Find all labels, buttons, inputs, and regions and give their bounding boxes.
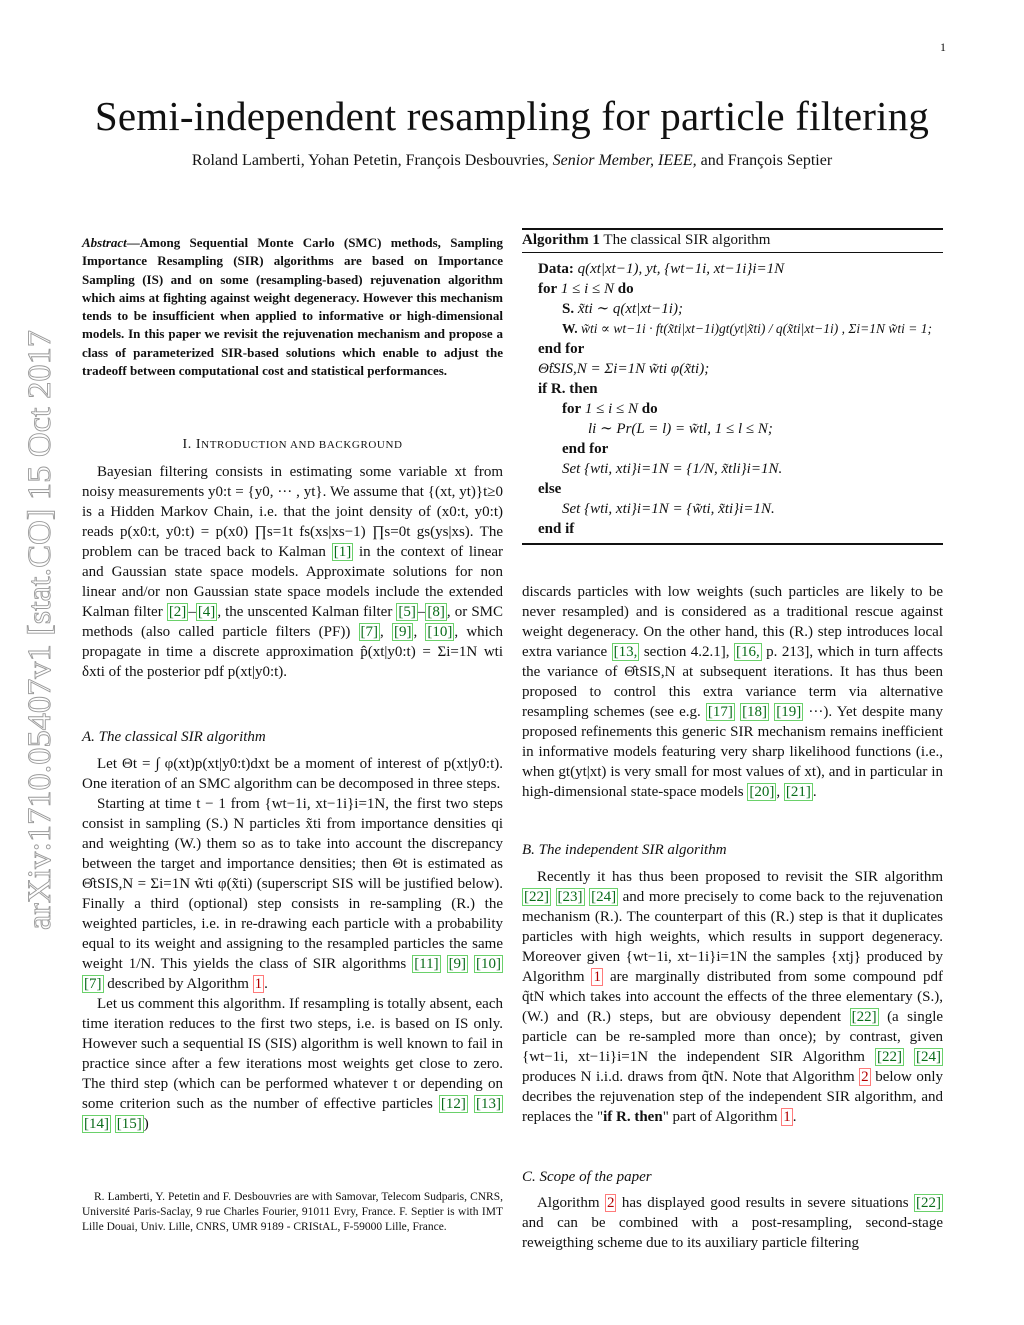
text-span: , the unscented Kalman filter (217, 604, 393, 620)
section-title-smallcaps: NTRODUCTION AND BACKGROUND (201, 439, 403, 451)
algorithm-label: Algorithm 1 (522, 232, 600, 248)
text-span: described by Algorithm (107, 976, 249, 992)
keyword: S. (562, 301, 575, 317)
citation-link[interactable]: [8] (427, 604, 445, 620)
subsection-heading-independent-sir: B. The independent SIR algorithm (522, 842, 727, 858)
independent-sir-paragraph (522, 867, 943, 1127)
moment-paragraph: Let Θt = ∫ φ(xt)p(xt|y0:t)dxt be a moment of interest of p(xt|y0:t). One iteration of an SMC algorithm can be decomposed in three steps. (82, 756, 503, 792)
steps-paragraph: Starting at time t − 1 from {wt−1i, xt−1i}i=1N, the first two steps consist in sampling (S.) N particles x̃ti from importance densities qi and weighting (W.) them so as to take into account the discrepancy between the target and importance densities; then Θt is estimated as Θ̂tSIS,N = Σi=1N w̃ti φ(x̃ti) (superscript SIS will be justified below). Finally a third (optional) step consists in re-sampling (R.) the weighted particles, i.e. in re-drawing each particle with a probability equal to its weight and assigning to the resampled particles the same weight 1/N. This yields the class of SIR algorithms [11] [9] [10] [7] described by Algorithm 1 . (82, 796, 503, 992)
citation-link[interactable]: [11] (414, 956, 439, 972)
citation-link[interactable]: [1] (333, 544, 352, 560)
algo-line-sample (538, 299, 943, 319)
page-number: 1 (940, 40, 946, 54)
subsection-heading-classical-sir: A. The classical SIR algorithm (82, 729, 266, 745)
citation-link[interactable]: [10] (427, 624, 453, 640)
algo-line-if (538, 379, 943, 399)
arxiv-stamp-text: arXiv:1710.05407v1 [stat.CO] 15 Oct 2017 (22, 354, 58, 930)
text-span-bold: if R. then (603, 1109, 663, 1125)
algo-line-set2 (538, 499, 943, 519)
keyword: end for (538, 341, 585, 357)
scope-paragraph (522, 1193, 943, 1253)
citation-link[interactable]: [12] (440, 1096, 466, 1112)
algorithm-body (522, 253, 943, 543)
algorithm-link[interactable]: 1 (783, 1109, 791, 1125)
algo-line-set1 (538, 459, 943, 479)
algo-line-endfor2 (538, 439, 943, 459)
algorithm-caption-text: The classical SIR algorithm (603, 232, 771, 248)
algo-expression: w̃ti ∝ wt−1i · ft(x̃ti|xt−1i)gt(yt|x̃ti) / q(x̃ti|xt−1i) , Σi=1N w̃ti = 1; (581, 321, 932, 336)
algo-expression: 1 ≤ i ≤ N (560, 281, 615, 297)
citation-link[interactable]: [16, (735, 644, 760, 660)
citation-link[interactable]: [22] (851, 1009, 877, 1025)
algo-line-draw (538, 419, 943, 439)
algo-line-for2 (538, 399, 943, 419)
algo-line-estimate (538, 359, 943, 379)
citation-link[interactable]: [13] (476, 1096, 501, 1112)
paper-title: Semi-independent resampling for particle filtering (94, 93, 930, 139)
citation-link[interactable]: [9] (393, 624, 412, 640)
text-span: p. 213], which in turn affects the variance of Θ̂tSIS,N at subsequent iterations. It has thus been proposed to control this extra variance term via alternative resampling schemes (see e.g. (522, 644, 944, 720)
algorithm-caption (522, 230, 943, 253)
algo-line-endif (538, 519, 943, 539)
citation-link[interactable]: [23] (557, 889, 583, 905)
keyword: else (538, 481, 562, 497)
algo-line-data (538, 259, 943, 279)
arxiv-stamp-svg (16, 320, 60, 940)
text-span: Algorithm (537, 1195, 600, 1211)
text-span: and more precisely to come back to the rejuvenation mechanism (R.). The counterpart of this (R.) step is that it duplicates particles with high weights, which results in support degeneracy. Moreover given {wt−1i, xt−1i}i=1N the samples {xtj} produced by Algorithm (522, 889, 944, 985)
citation-link[interactable]: [4] (197, 604, 216, 620)
text-span: , which propagate in time a discrete approximation p̂(xt|y0:t) = Σi=1N wti δxti of the posterior pdf p(xt|y0:t). (82, 624, 503, 680)
text-span: " part of Algorithm (662, 1109, 778, 1125)
algorithm-link[interactable]: 2 (606, 1195, 615, 1211)
footnote-text: R. Lamberti, Y. Petetin and F. Desbouvries are with Samovar, Telecom Sudparis, CNRS, Université Paris-Saclay, 9 rue Charles Fourier, 91011 Evry, France. F. Septier is with IMT Lille Douai, Univ. Lille, CNRS, UMR 9189 - CRIStAL, F-59000 Lille, France. (82, 1191, 503, 1233)
algo-expression: x̃ti ∼ q(xt|xt−1i); (577, 301, 683, 317)
abstract-label: Abstract (82, 235, 127, 250)
algo-expression: 1 ≤ i ≤ N (584, 401, 639, 417)
algo-expression: q(xt|xt−1), yt, {wt−1i, xt−1i}i=1N (577, 261, 785, 277)
algo-line-endfor (538, 339, 943, 359)
algo-line-for (538, 279, 943, 299)
author-names-end: and François Septier (700, 152, 833, 169)
citation-link[interactable]: [21] (785, 784, 811, 800)
algorithm-link[interactable]: 2 (861, 1069, 869, 1085)
rescue-paragraph: discards particles with low weights (such particles are likely to be never resampled) and is considered as a traditional rescue against weight degeneracy. On the other hand, this (R.) step introduces local extra variance [13, section 4.2.1], [16, p. 213], which in turn affects the variance of Θ̂tSIS,N at subsequent iterations. It has thus been proposed to control this extra variance term via alternative resampling schemes (see e.g. [17] [18] [19] ···). Yet despite many proposed refinements this generic SIR mechanism remains inefficient in informative models featuring very sharp likelihood functions (i.e., when gt(yt|xt) is very small for most values of xt), and in particular in high-dimensional state-space models [20] , [21] . (522, 584, 944, 800)
author-names: Roland Lamberti, Yohan Petetin, François Desbouvries, (191, 152, 549, 169)
text-span: (a single particle can be re-sampled more than once); by contrast, given {wt−1i, xt−1i}i=1N the independent SIR Algorithm (522, 1009, 944, 1065)
text-span: ···). Yet despite many proposed refinements this generic SIR mechanism remains inefficient in informative models featuring very sharp likelihood functions (i.e., when gt(yt|xt) is very small for most values of xt), and in particular in high-dimensional state-space models (522, 704, 943, 800)
text-span: , or SMC methods (also called particle filters (PF)) (82, 604, 504, 640)
citation-link[interactable]: [22] (916, 1195, 942, 1211)
keyword: end for (562, 441, 609, 457)
text-span: Let us comment this algorithm. If resampling is totally absent, each time iteration reduces to the first two steps, i.e. is based on IS only. However such a sequential IS (SIS) algorithm is well known to fail in practice since after a few iterations most weights get close to zero. The third step (which can be performed whatever t or depending on some criterion such as the number of effective particles (82, 996, 503, 1112)
text-span: produces N i.i.d. draws from q̃tN. Note that Algorithm (522, 1069, 855, 1085)
citation-link[interactable]: [9] (448, 956, 467, 972)
text-span: 0:t = {y0, ··· , yt}. We assume that {(xt, yt)}t≥0 is a Hidden Markov Chain, i.e. that the joint density of (x0:t, y0:t) reads p(x0:t, y0:t) = p(x0) ∏s=1t fs(xs|xs−1) ∏s=0t gs(ys|xs). The problem can be traced back to Kalman (82, 484, 503, 560)
citation-link[interactable]: [14] (84, 1116, 109, 1132)
text-span: and can be combined with a post-resampling, second-stage reweigthing scheme due to its auxiliary particle filtering (522, 1215, 943, 1251)
keyword: do (641, 401, 658, 417)
text-span: . (792, 1109, 797, 1125)
text-span: has displayed good results in severe situations (621, 1195, 909, 1211)
algorithm-link[interactable]: 1 (254, 976, 263, 992)
citation-link[interactable]: [10] (476, 956, 501, 972)
text-span: below only decribes the rejuvenation step of the independent SIR algorithm, and replaces the " (522, 1069, 944, 1125)
keyword: for (562, 401, 582, 417)
text-span: t from noisy measurements y (82, 464, 503, 500)
classical-sir-paragraphs (82, 754, 503, 1134)
text-span: – (188, 604, 196, 620)
subsection-heading-scope: C. Scope of the paper (522, 1169, 652, 1185)
keyword: Data: (538, 261, 574, 277)
algorithm-1-box (522, 228, 943, 545)
keyword: do (617, 281, 634, 297)
citation-link[interactable]: [22] (524, 889, 549, 905)
algo-expression: Θ̂tSIS,N = Σi=1N w̃ti φ(x̃ti); (538, 361, 710, 377)
algo-expression: li ∼ Pr(L = l) = w̃tl, 1 ≤ l ≤ N; (588, 421, 773, 437)
text-span: Bayesian filtering consists in estimating some variable x (97, 464, 463, 480)
keyword: if R. then (538, 381, 598, 397)
author-line (0, 152, 1024, 170)
arxiv-stamp (16, 320, 60, 940)
text-span: section 4.2.1], (643, 644, 730, 660)
citation-link[interactable]: [13, (613, 644, 638, 660)
algo-expression: Set {wti, xti}i=1N = {1/N, x̃tli}i=1N. (562, 461, 783, 477)
keyword: end if (538, 521, 575, 537)
citation-link[interactable]: [2] (168, 604, 187, 620)
citation-link[interactable]: [7] (84, 976, 102, 992)
text-span: Starting at time t − 1 from {wt−1i, xt−1i}i=1N, the first two steps consist in sampling (S.) N particles x̃ti from importance densities qi and weighting (W.) them so as to take into account the discrepancy between the target and importance densities; then Θt is estimated as Θ̂tSIS,N = Σi=1N w̃ti φ(x̃ti) (superscript SIS will be justified below). Finally a third (optional) step consists in re-sampling (R.) the weighted particles, i.e. in re-drawing each particle with a probability equal to its weight and assigning to the resampled particles the same weight 1/N. This yields the class of SIR algorithms (82, 796, 503, 972)
citation-link[interactable]: [7] (360, 624, 379, 640)
intro-paragraph: Bayesian filtering consists in estimating some variable xt from noisy measurements y0:t = {y0, ··· , yt}. We assume that {(xt, yt)}t≥0 is a Hidden Markov Chain, i.e. that the joint density of (x0:t, y0:t) reads p(x0:t, y0:t) = p(x0) ∏s=1t fs(xs|xs−1) ∏s=0t gs(ys|xs). The problem can be traced back to Kalman [1] in the context of linear and Gaussian state space models. Approximate solutions for non linear and/or non Gaussian state space models include the extended Kalman filter [2] – [4] , the unscented Kalman filter [5] – [8] , or SMC methods (also called particle filters (PF)) [7] , [9] , [10] , which propagate in time a discrete approximation p̂(xt|y0:t) = Σi=1N wti δxti of the posterior pdf p(xt|y0:t). (82, 464, 504, 680)
algorithm-link[interactable]: 1 (593, 969, 601, 985)
author-role: Senior Member, IEEE, (552, 152, 697, 169)
section-first-letter: I (195, 437, 202, 452)
citation-link[interactable]: [24] (916, 1049, 941, 1065)
abstract (82, 234, 503, 380)
section-numeral: I. (182, 437, 196, 452)
text-span: Recently it has thus been proposed to revisit the SIR algorithm (537, 869, 943, 885)
algo-line-weight (538, 319, 943, 339)
citation-link[interactable]: [18] (742, 704, 768, 720)
keyword: for (538, 281, 558, 297)
abstract-text: —Among Sequential Monte Carlo (SMC) methods, Sampling Importance Resampling (SIR) algorithms are based on Importance Sampling (IS) and on some (resampling-based) rejuvenation algorithm which aims at fighting against weight degeneracy. However this mechanism tends to be insufficient when applied to informative or high-dimensional models. In this paper we revisit the rejuvenation mechanism and propose a class of parameterized SIR-based solutions which enable to adjust the tradeoff between computational cost and statistical performances. (82, 235, 503, 379)
citation-link[interactable]: [24] (591, 889, 617, 905)
text-span: discards particles with low weights (such particles are likely to be never resampled) and is considered as a traditional rescue against weight degeneracy. On the other hand, this (R.) step introduces local extra variance (522, 584, 943, 660)
section-heading-introduction (82, 437, 503, 453)
keyword: W. (562, 321, 578, 336)
citation-link[interactable]: [22] (876, 1049, 902, 1065)
citation-link[interactable]: [17] (707, 704, 733, 720)
text-span: are marginally distributed from some compound pdf q̃tN which takes into account the effects of the three elementary (S.), (W.) and (R.) steps, but are obviousy dependent (522, 969, 944, 1025)
algo-line-else (538, 479, 943, 499)
citation-link[interactable]: [19] (776, 704, 802, 720)
comment-paragraph: Let us comment this algorithm. If resampling is totally absent, each time iteration reduces to the first two steps, i.e. is based on IS only. However such a sequential IS (SIS) algorithm is well known to fail in practice since after a few iterations most weights get close to zero. The third step (which can be performed whatever t or depending on some criterion such as the number of effective particles [12] [13] [14] [15] ) (82, 996, 503, 1132)
citation-link[interactable]: [20] (749, 784, 775, 800)
text-span: in the context of linear and Gaussian state space models. Approximate solutions for non linear and/or non Gaussian state space models include the extended Kalman filter (82, 544, 504, 620)
algo-expression: Set {wti, xti}i=1N = {w̃ti, x̃ti}i=1N. (562, 501, 775, 517)
citation-link[interactable]: [15] (116, 1116, 142, 1132)
text-span: – (417, 604, 426, 620)
citation-link[interactable]: [5] (398, 604, 416, 620)
text-span: . (812, 784, 817, 800)
affiliation-footnote (82, 1190, 503, 1235)
